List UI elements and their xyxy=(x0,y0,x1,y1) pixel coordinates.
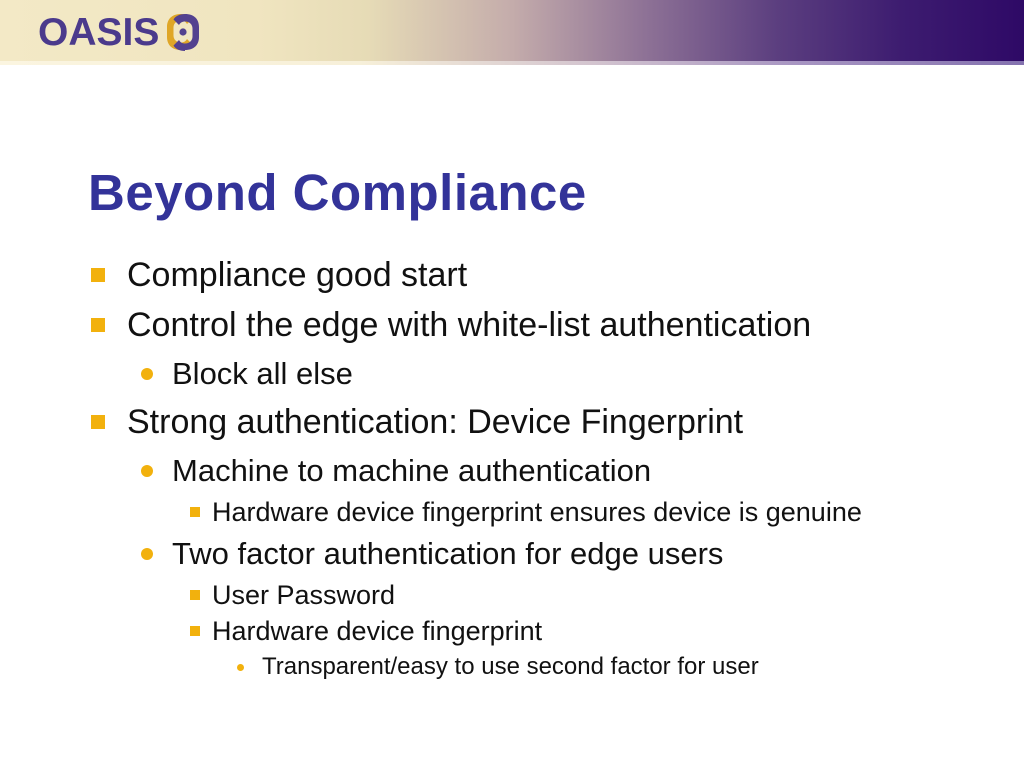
bullet-circle-icon xyxy=(141,465,153,477)
bullet-item xyxy=(90,250,1000,300)
bullet-list xyxy=(90,250,1000,685)
bullet-text: Block all else xyxy=(172,356,353,391)
oasis-logo xyxy=(38,11,202,53)
bullet-square-icon xyxy=(190,626,200,636)
bullet-text: Machine to machine authentication xyxy=(172,453,652,488)
bullet-text: Strong authentication: Device Fingerprint xyxy=(127,403,744,441)
bullet-square-icon xyxy=(91,268,105,282)
slide-title: Beyond Compliance xyxy=(88,164,587,221)
bullet-circle-icon xyxy=(141,368,153,380)
oasis-logo-mark-icon xyxy=(164,12,202,52)
bullet-text: Two factor authentication for edge users xyxy=(172,536,724,571)
header-bottom-edge xyxy=(0,61,1024,65)
bullet-text: User Password xyxy=(212,580,396,610)
bullet-item xyxy=(90,397,1000,447)
bullet-item xyxy=(90,350,1000,397)
bullet-item xyxy=(90,494,1000,530)
bullet-text: Hardware device fingerprint ensures device is genuine xyxy=(212,497,862,527)
bullet-square-icon xyxy=(190,507,200,517)
bullet-item xyxy=(90,300,1000,350)
bullet-item xyxy=(90,530,1000,577)
bullet-item xyxy=(90,649,1000,685)
oasis-logo-text: OASIS xyxy=(38,10,160,54)
bullet-square-icon xyxy=(190,590,200,600)
bullet-item xyxy=(90,613,1000,649)
bullet-square-icon xyxy=(91,318,105,332)
bullet-dot-icon xyxy=(237,664,244,671)
bullet-text: Control the edge with white-list authentication xyxy=(127,306,812,344)
bullet-item xyxy=(90,577,1000,613)
bullet-square-icon xyxy=(91,415,105,429)
bullet-item xyxy=(90,447,1000,494)
bullet-circle-icon xyxy=(141,548,153,560)
bullet-text: Transparent/easy to use second factor for user xyxy=(262,653,759,680)
bullet-text: Compliance good start xyxy=(127,256,468,294)
bullet-text: Hardware device fingerprint xyxy=(212,616,543,646)
